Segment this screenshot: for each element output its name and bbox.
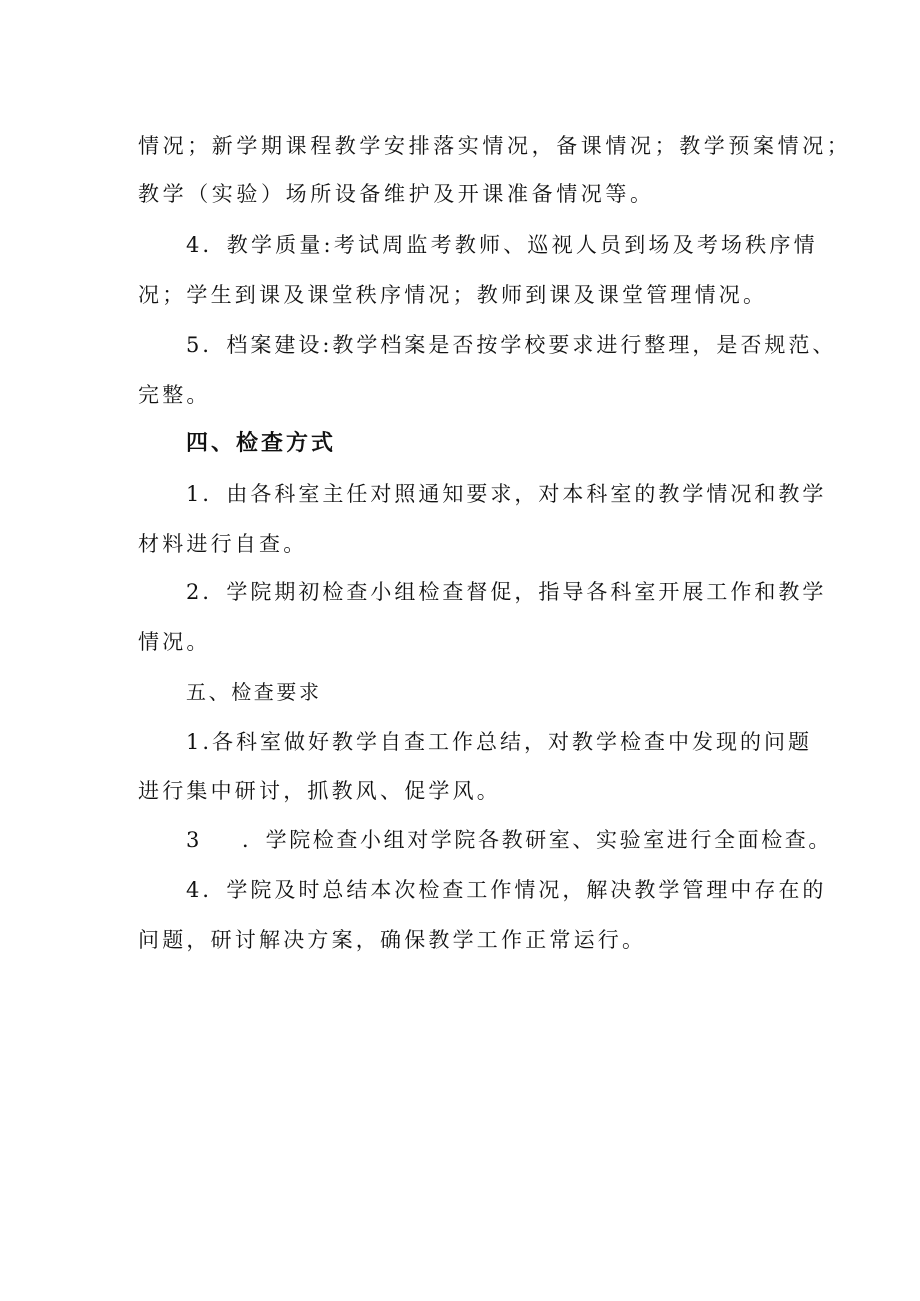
text-line: 4．教学质量:考试周监考教师、巡视人员到场及考场秩序情: [186, 233, 818, 257]
text-line: 情况；新学期课程教学安排落实情况，备课情况；教学预案情况；: [138, 134, 852, 158]
text-line: 完整。: [138, 383, 211, 407]
section-heading: 五、检查要求: [186, 680, 322, 704]
text-line: 问题，研讨解决方案，确保教学工作正常运行。: [138, 928, 647, 952]
section-heading: 四、检查方式: [186, 431, 337, 456]
text-line: 教学（实验）场所设备维护及开课准备情况等。: [138, 182, 655, 206]
text-line-number: 3: [186, 828, 200, 852]
text-line: ．学院检查小组对学院各教研室、实验室进行全面检查。: [242, 828, 832, 852]
text-line: 材料进行自查。: [138, 532, 308, 556]
text-line: 4．学院及时总结本次检查工作情况，解决教学管理中存在的: [186, 878, 827, 902]
text-line: 1．由各科室主任对照通知要求，对本科室的教学情况和教学: [186, 482, 827, 506]
text-line: 5．档案建设:教学档案是否按学校要求进行整理，是否规范、: [186, 333, 837, 357]
text-line: 情况。: [138, 630, 211, 654]
text-line: 1.各科室做好教学自查工作总结，对教学检查中发现的问题: [186, 730, 813, 754]
text-line: 况；学生到课及课堂秩序情况；教师到课及课堂管理情况。: [138, 283, 768, 307]
text-line: 2．学院期初检查小组检查督促，指导各科室开展工作和教学: [186, 580, 827, 604]
text-line: 进行集中研讨，抓教风、促学风。: [138, 779, 501, 803]
